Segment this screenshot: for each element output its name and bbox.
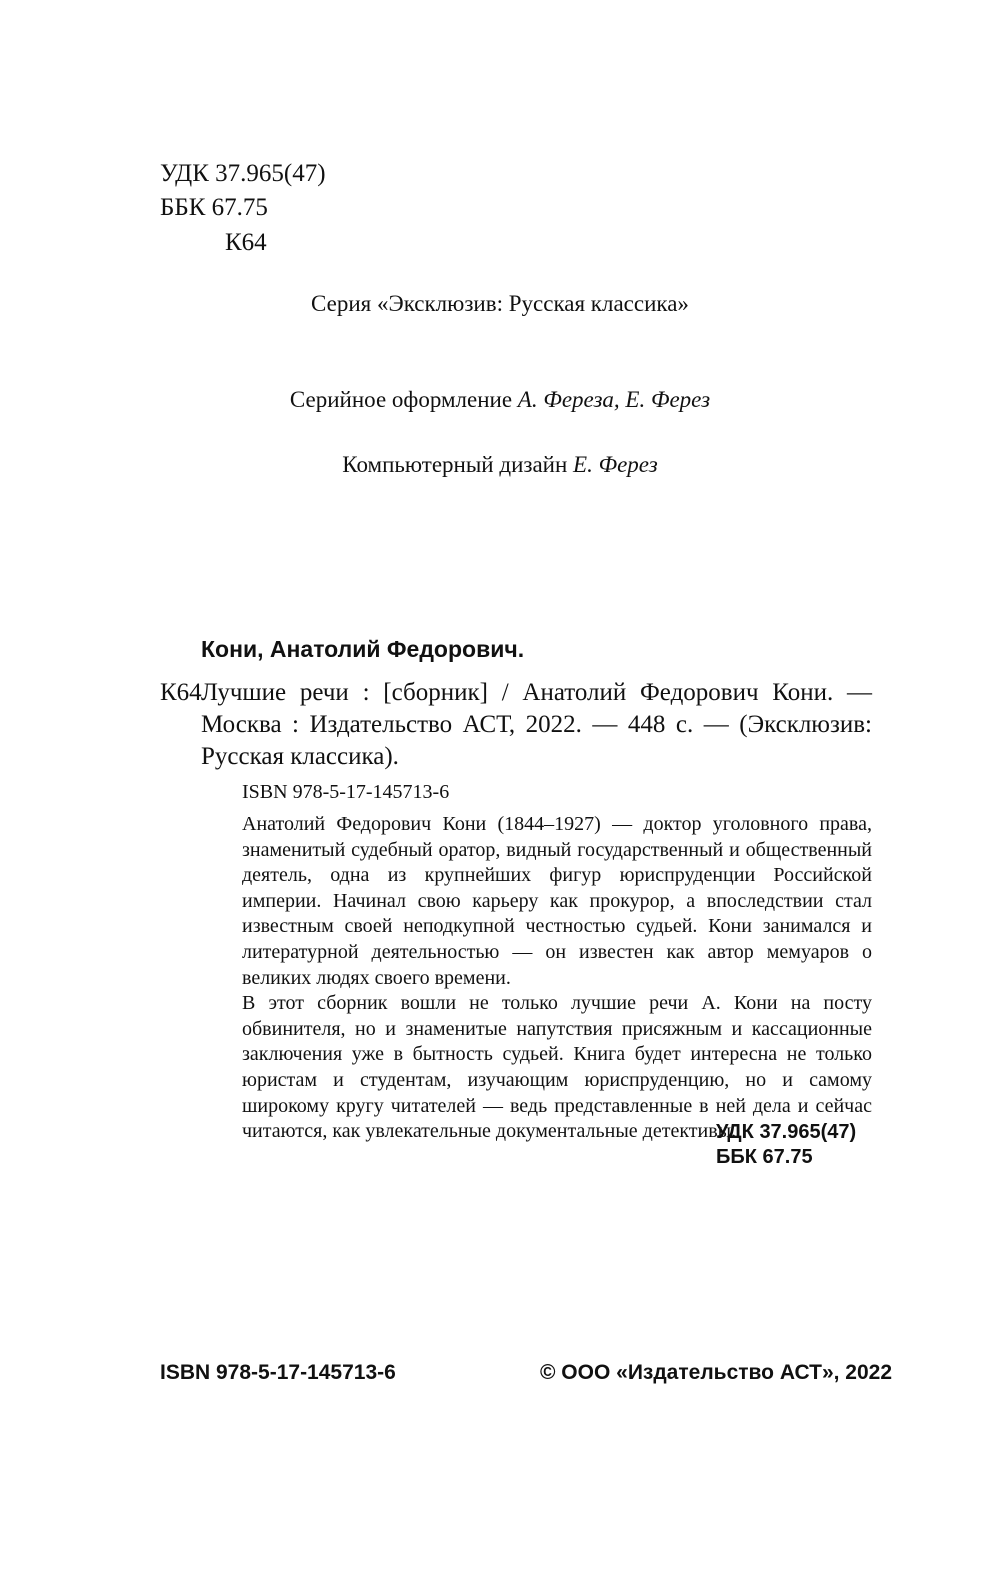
series-design-names: А. Фереза, Е. Ферез <box>517 387 711 412</box>
author-mark: К64 <box>225 229 267 256</box>
computer-design-name: Е. Ферез <box>573 452 658 477</box>
annotation <box>242 812 872 1145</box>
bbk-code: ББК 67.75 <box>160 194 268 221</box>
entry-bbk: ББК 67.75 <box>716 1146 813 1168</box>
annotation-paragraph: В этот сборник вошли не только лучшие речи А. Кони на посту обвинителя, но и знаменитые напутствия присяжным и кассационные заключения уже в бытность судьей. Книга будет интересна не только юристам и студентам, изучающим юриспруденцию, но и самому широкому кругу читателей — ведь представленные в ней дела и сейчас читаются, как увлекательные документальные детективы. <box>242 992 872 1143</box>
computer-design-credit <box>0 451 1000 479</box>
footer-copyright: © ООО «Издательство АСТ», 2022 <box>540 1361 893 1384</box>
entry-codes <box>716 1120 856 1170</box>
entry-isbn: ISBN 978-5-17-145713-6 <box>242 781 450 803</box>
series-design-credit <box>0 386 1000 414</box>
bibliographic-description: Лучшие речи : [сборник] / Анатолий Федорович Кони. — Москва : Издательство АСТ, 2022. — 448 с. — (Эксклюзив: Русская классика). <box>201 679 872 770</box>
footer-isbn: ISBN 978-5-17-145713-6 <box>160 1361 396 1384</box>
computer-design-label: Компьютерный дизайн <box>342 452 568 477</box>
author-heading: Кони, Анатолий Федорович. <box>201 636 525 662</box>
entry-udk: УДК 37.965(47) <box>716 1121 857 1143</box>
series-title: Серия «Эксклюзив: Русская классика» <box>311 291 689 316</box>
entry-mark: К64 <box>160 679 202 706</box>
udk-code: УДК 37.965(47) <box>160 160 326 187</box>
annotation-paragraph: Анатолий Федорович Кони (1844–1927) — доктор уголовного права, знаменитый судебный оратор, видный государственный и общественный деятель, одна из крупнейших фигур юриспруденции Российской империи. Начинал свою карьеру как прокурор, а впоследствии стал известным своей неподкупной честностью судьей. Кони занимался и литературной деятельностью — он известен как автор мемуаров о великих людях своего времени. <box>242 813 872 989</box>
series-design-label: Серийное оформление <box>289 387 513 412</box>
